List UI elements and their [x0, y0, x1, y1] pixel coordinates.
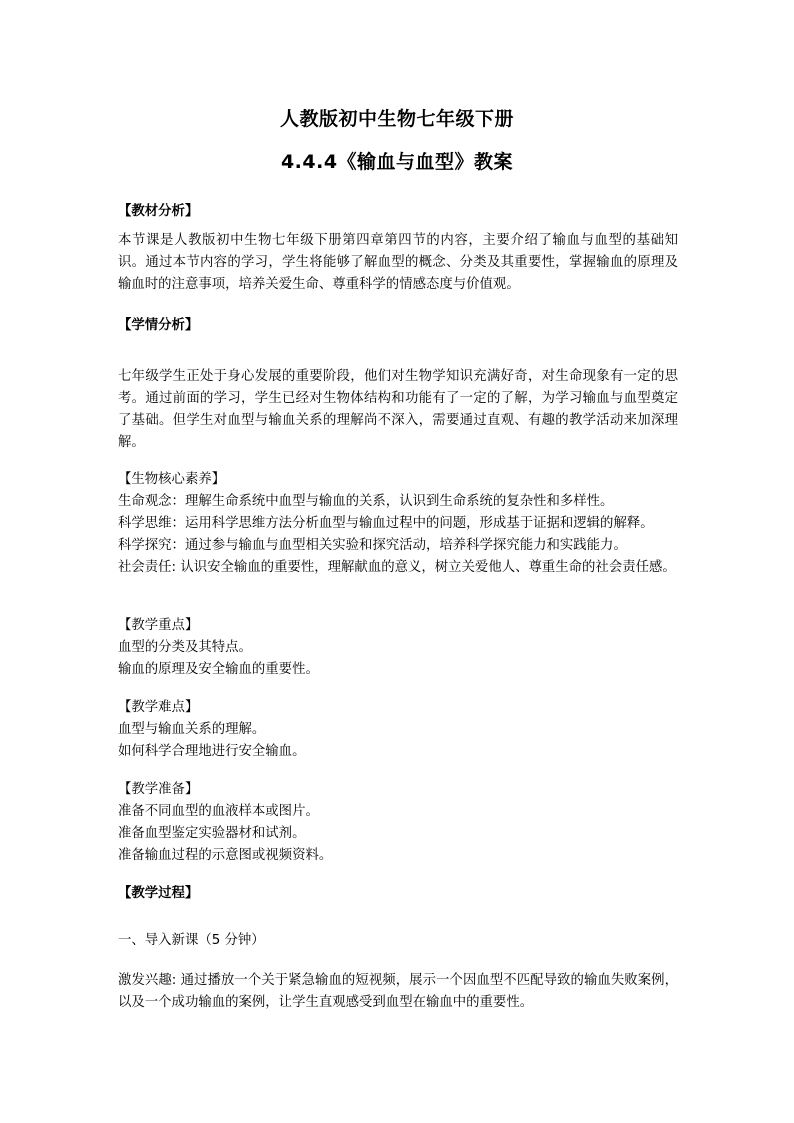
section-list-difficulties	[118, 719, 678, 763]
preparation-item: 准备血型鉴定实验器材和试剂。	[118, 826, 306, 841]
difficulty-item: 如何科学合理地进行安全输血。	[118, 744, 306, 759]
section-list-key-points	[118, 637, 678, 681]
section-heading-material: 【教材分析】	[118, 204, 199, 219]
literacy-item: 科学思维：运用科学思维方法分析血型与输血过程中的问题，形成基于证据和逻辑的解释。	[118, 516, 654, 531]
section-text-students	[118, 366, 678, 454]
key-point-item: 血型的分类及其特点。	[118, 640, 252, 655]
section-heading-key-points: 【教学重点】	[118, 618, 199, 633]
literacy-item: 生命观念：理解生命系统中血型与输血的关系，认识到生命系统的复杂性和多样性。	[118, 494, 614, 509]
section-heading-difficulties: 【教学难点】	[118, 700, 199, 715]
key-point-item: 输血的原理及安全输血的重要性。	[118, 662, 319, 677]
difficulty-item: 血型与输血关系的理解。	[118, 722, 266, 737]
literacy-item: 社会责任: 认识安全输血的重要性，理解献血的意义，树立关爱他人、尊重生命的社会责任感。	[118, 560, 676, 575]
section-heading-students: 【学情分析】	[118, 318, 199, 333]
process-step-1-text	[118, 970, 678, 1014]
section-list-preparation	[118, 801, 678, 867]
process-step-1: 一、导入新课（5 分钟）	[118, 933, 265, 948]
preparation-item: 准备不同血型的血液样本或图片。	[118, 804, 319, 819]
section-heading-process: 【教学过程】	[118, 886, 199, 901]
section-heading-literacy: 【生物核心素养】	[118, 472, 226, 487]
section-heading-preparation: 【教学准备】	[118, 782, 199, 797]
document-title: 人教版初中生物七年级下册	[279, 108, 514, 130]
document-subtitle: 4.4.4《输血与血型》教案	[280, 151, 514, 173]
section-text-material	[118, 230, 678, 296]
material-paragraph: 本节课是人教版初中生物七年级下册第四章第四节的内容，主要介绍了输血与血型的基础知识。通过本节内容的学习，学生将能够了解血型的概念、分类及其重要性，掌握输血的原理及输血时的注意事项，培养关爱生命、尊重科学的情感态度与价值观。	[118, 233, 678, 292]
process-step-1-paragraph: 激发兴趣: 通过播放一个关于紧急输血的短视频，展示一个因血型不匹配导致的输血失败案例，以及一个成功输血的案例，让学生直观感受到血型在输血中的重要性。	[118, 973, 678, 1010]
preparation-item: 准备输血过程的示意图或视频资料。	[118, 848, 333, 863]
literacy-item: 科学探究：通过参与输血与血型相关实验和探究活动，培养科学探究能力和实践能力。	[118, 538, 627, 553]
students-paragraph: 七年级学生正处于身心发展的重要阶段，他们对生物学知识充满好奇，对生命现象有一定的思考。通过前面的学习，学生已经对生物体结构和功能有了一定的了解，为学习输血与血型奠定了基础。但学生对血型与输血关系的理解尚不深入，需要通过直观、有趣的教学活动来加深理解。	[118, 369, 678, 450]
section-list-literacy	[118, 491, 688, 579]
